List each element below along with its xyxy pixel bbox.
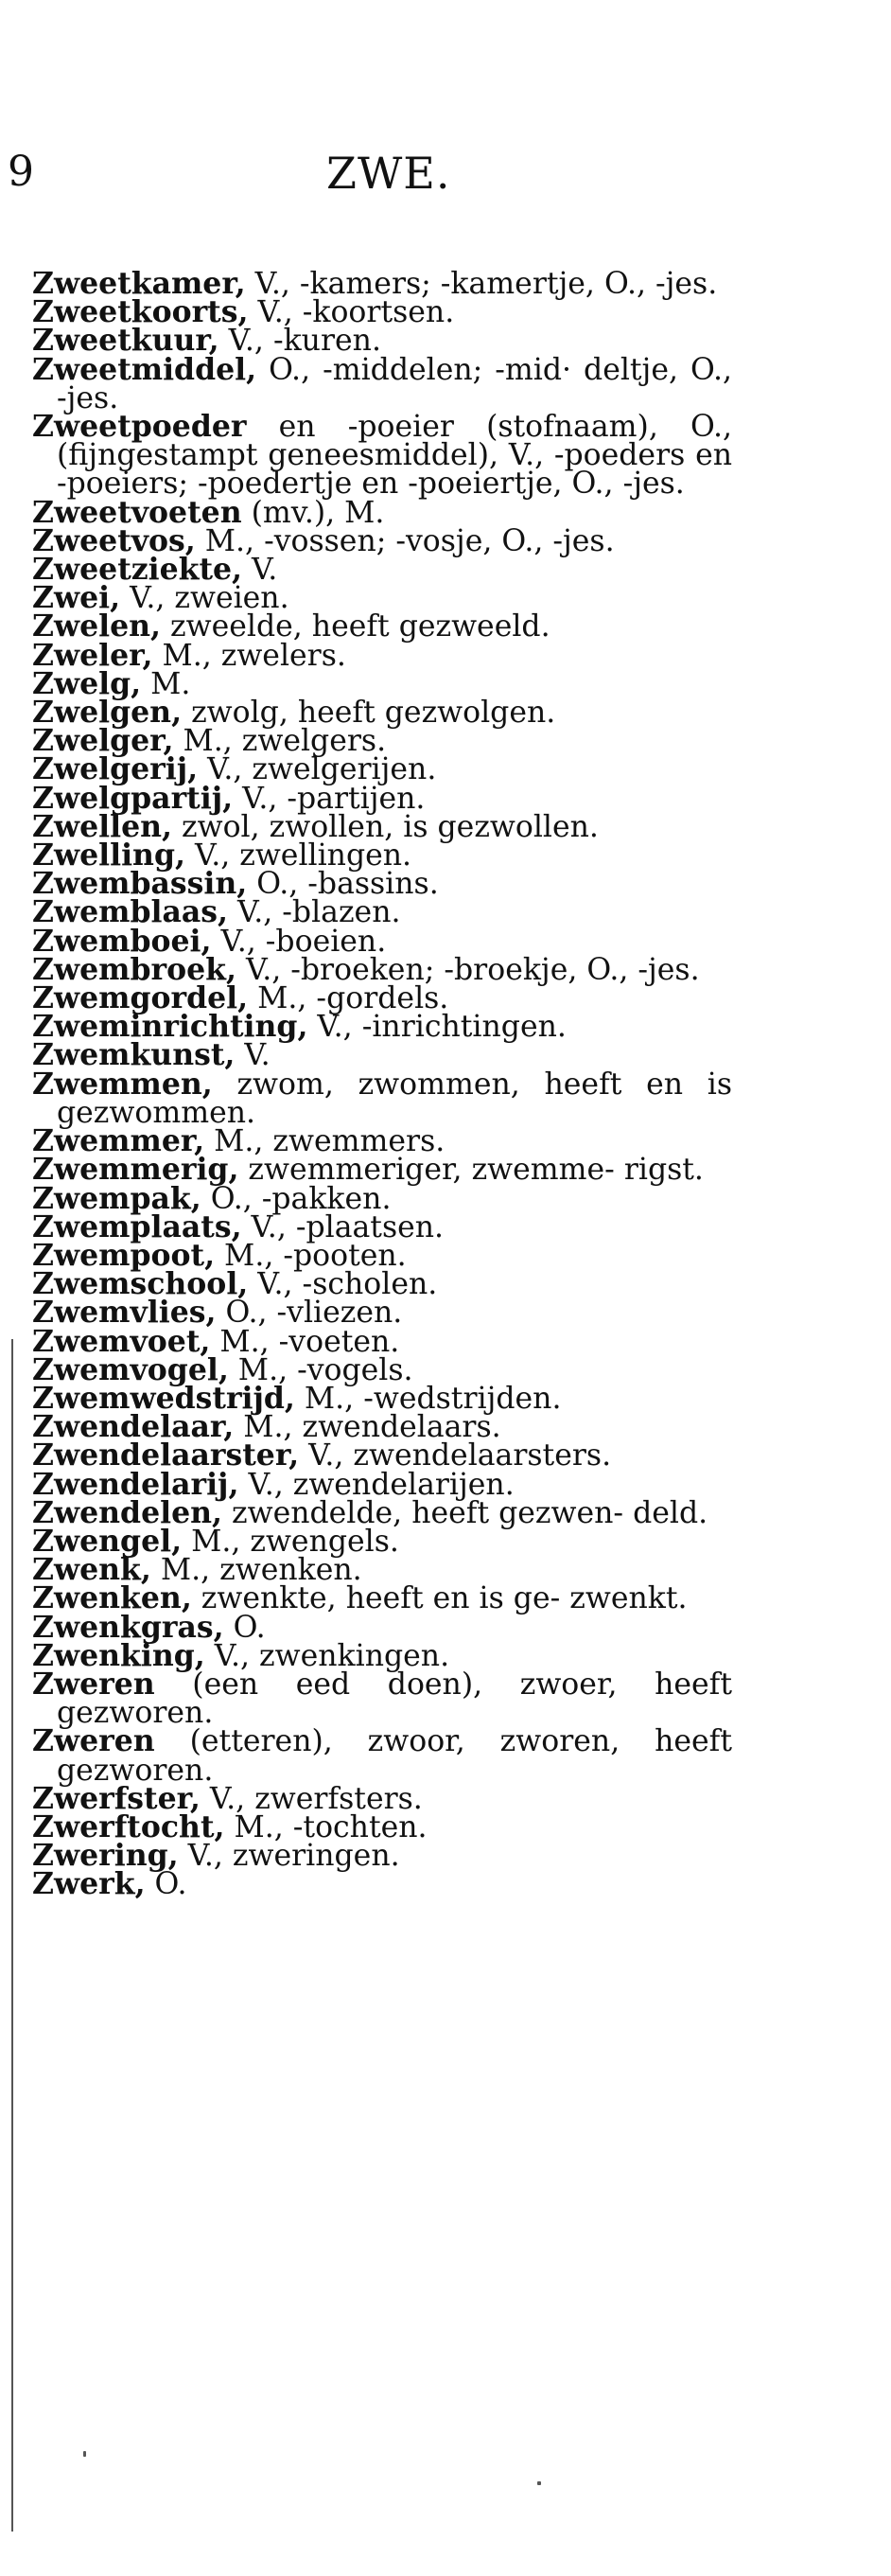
entry-headword: Zwemboei, <box>32 923 212 959</box>
entry-definition: V., -scholen. <box>248 1267 438 1302</box>
entry-headword: Zweetkamer, <box>32 266 246 301</box>
entry-definition: V., zwerfsters. <box>200 1781 423 1816</box>
entry-definition: V., -plaatsen. <box>241 1209 445 1244</box>
margin-line <box>11 1339 13 2532</box>
entry-definition: M., -vogels. <box>228 1352 413 1387</box>
entry-definition: M., -tochten. <box>224 1809 428 1844</box>
entry-headword: Zweetziekte, <box>32 552 243 588</box>
entry-headword: Zwelling, <box>32 838 185 873</box>
entry-headword: Zwerk, <box>32 1866 146 1902</box>
entry-definition: en -poeier (stofnaam), O., (fijngestampt geneesmiddel), V., -poeders en -poeiers; -poedertje en -poeiertje, O., -jes. <box>57 410 732 502</box>
entry-headword: Zwerftocht, <box>32 1808 225 1844</box>
entry-definition: V., -kuren. <box>218 324 381 359</box>
entry-definition: M., zwelers. <box>152 638 346 673</box>
entry-definition: O., -bassins. <box>247 867 439 902</box>
dictionary-entry <box>32 552 732 588</box>
entry-headword: Zwelgpartij, <box>32 780 234 816</box>
entry-headword: Zwelgerij, <box>32 751 199 787</box>
entry-definition: V., -blazen. <box>228 895 401 930</box>
entry-headword: Zwendelarij, <box>32 1466 239 1502</box>
entry-definition: V., -boeien. <box>211 924 387 959</box>
entry-headword: Zwemgordel, <box>32 980 249 1016</box>
entry-definition: (etteren), zwoor, zworen, heeft gezworen. <box>57 1724 732 1788</box>
entry-definition: V., zwendelaarsters. <box>299 1438 612 1473</box>
entry-definition: V. <box>242 553 278 588</box>
entry-headword: Zwendelaarster, <box>32 1438 300 1473</box>
entry-definition: V., zwenkingen. <box>204 1638 450 1673</box>
entry-headword: Zwemmen, <box>32 1066 213 1102</box>
entry-headword: Zwembroek, <box>32 951 236 987</box>
entry-definition: (mv.), M. <box>241 495 385 530</box>
entry-definition: (een eed doen), zwoer, heeft gezworen. <box>57 1667 732 1731</box>
entry-definition: zwenkte, heeft en is ge- zwenkt. <box>191 1581 688 1616</box>
entry-definition: V., zweringen. <box>178 1839 400 1874</box>
speck-mark <box>83 2451 86 2457</box>
entry-headword: Zwemplaats, <box>32 1209 242 1244</box>
entry-definition: V. <box>235 1038 271 1073</box>
entry-definition: O., -middelen; -mid· deltje, O., -jes. <box>57 352 732 415</box>
entry-headword: Zwengel, <box>32 1523 183 1559</box>
entry-headword: Zwembassin, <box>32 866 248 902</box>
entry-headword: Zweetpoeder <box>32 409 247 445</box>
entry-headword: Zweetvos, <box>32 522 196 558</box>
entry-headword: Zwempak, <box>32 1180 201 1216</box>
entry-definition: V., zwelgerijen. <box>198 752 437 787</box>
entry-headword: Zweetkoorts, <box>32 294 249 330</box>
entry-headword: Zwei, <box>32 580 121 616</box>
entry-headword: Zwemvoet, <box>32 1323 211 1359</box>
dictionary-entry <box>32 409 732 502</box>
entry-headword: Zwenk, <box>32 1552 151 1588</box>
entry-definition: M., -pooten. <box>215 1238 407 1273</box>
entry-headword: Zwenking, <box>32 1637 205 1673</box>
entry-headword: Zweler, <box>32 637 153 673</box>
entry-headword: Zwemschool, <box>32 1266 249 1302</box>
entry-headword: Zwelen, <box>32 609 162 644</box>
entry-headword: Zwemwedstrijd, <box>32 1380 295 1416</box>
entry-headword: Zwemblaas, <box>32 894 228 930</box>
entry-definition: V., zwellingen. <box>184 838 412 873</box>
entry-headword: Zwempoot, <box>32 1237 216 1273</box>
entry-headword: Zweren <box>32 1666 155 1702</box>
entry-headword: Zwerfster, <box>32 1780 201 1816</box>
entry-headword: Zwelg, <box>32 665 142 701</box>
page-header-title: ZWE. <box>326 148 451 199</box>
entry-definition: V., -inrichtingen. <box>307 1010 567 1045</box>
entry-headword: Zwemvlies, <box>32 1295 217 1331</box>
entry-headword: Zwendelen, <box>32 1494 222 1530</box>
entry-definition: M., -vossen; -vosje, O., -jes. <box>195 523 615 558</box>
entry-headword: Zwelger, <box>32 723 174 759</box>
entry-definition: O., -vliezen. <box>216 1296 403 1331</box>
entry-definition: zweelde, heeft gezweeld. <box>161 609 550 644</box>
entry-definition: V., -koortsen. <box>248 295 455 330</box>
dictionary-entry <box>32 1066 732 1130</box>
entry-headword: Zweetkuur, <box>32 323 219 359</box>
entry-definition: zwol, zwollen, is gezwollen. <box>172 809 599 844</box>
entry-definition: O. <box>145 1867 187 1902</box>
entry-definition: V., -partijen. <box>233 781 426 816</box>
entry-headword: Zwenkgras, <box>32 1609 224 1645</box>
entry-definition: O. <box>223 1610 266 1645</box>
entry-definition: V., -broeken; -broekje, O., -jes. <box>236 952 700 987</box>
entry-definition: M., zwelgers. <box>173 724 387 759</box>
entry-definition: M., -voeten. <box>210 1324 400 1359</box>
entry-headword: Zwemmerig, <box>32 1152 239 1188</box>
dictionary-entry <box>32 1866 732 1902</box>
entry-headword: Zwemvogel, <box>32 1351 229 1387</box>
entry-headword: Zweminrichting, <box>32 1009 308 1045</box>
entry-headword: Zwemkunst, <box>32 1037 236 1073</box>
entry-definition: zwendelde, heeft gezwen- deld. <box>222 1495 708 1530</box>
entry-definition: V., -kamers; -kamertje, O., -jes. <box>245 267 718 301</box>
entry-definition: M., -gordels. <box>248 981 449 1016</box>
entry-headword: Zwendelaar, <box>32 1409 235 1445</box>
entry-definition: M., zwengels. <box>182 1524 399 1559</box>
entry-definition: M. <box>141 666 191 701</box>
entry-definition: M., -wedstrijden. <box>294 1381 562 1416</box>
dictionary-entry <box>32 1666 732 1731</box>
entry-definition: V., zwendelarijen. <box>238 1467 515 1502</box>
entry-definition: M., zwemmers. <box>204 1124 446 1159</box>
entry-headword: Zwenken, <box>32 1580 192 1616</box>
entry-list <box>32 266 732 1902</box>
entry-headword: Zweetvoeten <box>32 494 242 530</box>
entry-headword: Zwellen, <box>32 808 172 844</box>
entry-definition: M., zwendelaars. <box>234 1410 501 1445</box>
entry-definition: zwemmeriger, zwemme- rigst. <box>238 1153 704 1188</box>
entry-definition: M., zwenken. <box>150 1553 362 1588</box>
entry-definition: zwolg, heeft gezwolgen. <box>182 696 556 731</box>
entry-headword: Zwemmer, <box>32 1123 205 1159</box>
speck-mark <box>537 2481 541 2485</box>
entry-headword: Zweren <box>32 1723 155 1759</box>
page-number: 9 <box>8 148 34 196</box>
entry-headword: Zwelgen, <box>32 695 183 731</box>
entry-definition: O., -pakken. <box>201 1181 392 1216</box>
entry-definition: zwom, zwommen, heeft en is gezwommen. <box>57 1067 732 1130</box>
entry-definition: V., zweien. <box>120 581 289 616</box>
entry-headword: Zwering, <box>32 1838 179 1874</box>
dictionary-entry <box>32 1723 732 1788</box>
entry-headword: Zweetmiddel, <box>32 351 257 387</box>
dictionary-entry <box>32 351 732 415</box>
